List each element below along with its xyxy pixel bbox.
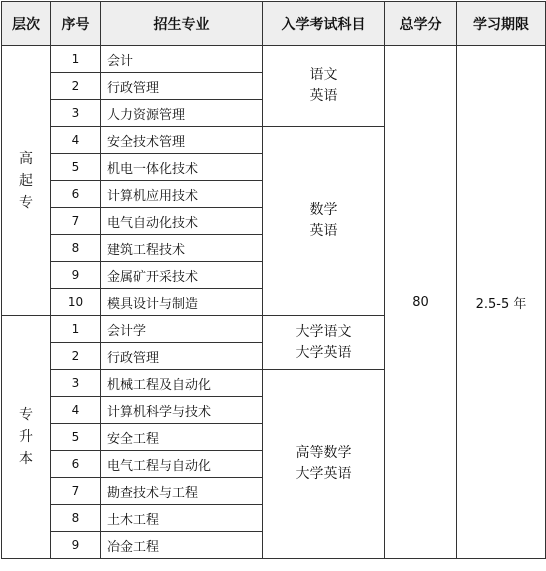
major-name: 机电一体化技术 <box>101 154 263 181</box>
major-name: 安全技术管理 <box>101 127 263 154</box>
row-number: 8 <box>51 235 101 262</box>
row-number: 2 <box>51 73 101 100</box>
header-row <box>2 2 546 46</box>
level-cell-gaoqizhuan: 高 起 专 <box>2 46 51 316</box>
row-number: 8 <box>51 505 101 532</box>
major-name: 冶金工程 <box>101 532 263 559</box>
row-number: 4 <box>51 127 101 154</box>
header-credits: 总学分 <box>385 2 457 46</box>
level-cell-zhuanshengben: 专 升 本 <box>2 316 51 559</box>
study-period: 2.5-5 年 <box>457 46 546 559</box>
row-number: 4 <box>51 397 101 424</box>
row-number: 6 <box>51 181 101 208</box>
header-duration: 学习期限 <box>457 2 546 46</box>
row-number: 7 <box>51 478 101 505</box>
header-seq: 序号 <box>51 2 101 46</box>
header-major: 招生专业 <box>101 2 263 46</box>
major-name: 土木工程 <box>101 505 263 532</box>
row-number: 9 <box>51 532 101 559</box>
major-name: 计算机科学与技术 <box>101 397 263 424</box>
exam-subjects: 语文 英语 <box>263 46 385 127</box>
major-name: 人力资源管理 <box>101 100 263 127</box>
major-name: 行政管理 <box>101 343 263 370</box>
major-name: 计算机应用技术 <box>101 181 263 208</box>
row-number: 2 <box>51 343 101 370</box>
row-number: 3 <box>51 370 101 397</box>
major-name: 会计学 <box>101 316 263 343</box>
major-name: 行政管理 <box>101 73 263 100</box>
row-number: 1 <box>51 316 101 343</box>
row-number: 7 <box>51 208 101 235</box>
row-number: 1 <box>51 46 101 73</box>
row-number: 5 <box>51 424 101 451</box>
total-credits: 80 <box>385 46 457 559</box>
major-name: 机械工程及自动化 <box>101 370 263 397</box>
header-exam: 入学考试科目 <box>263 2 385 46</box>
row-number: 3 <box>51 100 101 127</box>
row-number: 5 <box>51 154 101 181</box>
header-level: 层次 <box>2 2 51 46</box>
table-row <box>2 46 546 73</box>
major-name: 建筑工程技术 <box>101 235 263 262</box>
row-number: 9 <box>51 262 101 289</box>
major-name: 会计 <box>101 46 263 73</box>
row-number: 10 <box>51 289 101 316</box>
exam-subjects: 高等数学 大学英语 <box>263 370 385 559</box>
enrollment-table <box>1 1 546 559</box>
exam-subjects: 大学语文 大学英语 <box>263 316 385 370</box>
major-name: 电气工程与自动化 <box>101 451 263 478</box>
row-number: 6 <box>51 451 101 478</box>
major-name: 勘查技术与工程 <box>101 478 263 505</box>
major-name: 电气自动化技术 <box>101 208 263 235</box>
major-name: 模具设计与制造 <box>101 289 263 316</box>
major-name: 金属矿开采技术 <box>101 262 263 289</box>
major-name: 安全工程 <box>101 424 263 451</box>
exam-subjects: 数学 英语 <box>263 127 385 316</box>
